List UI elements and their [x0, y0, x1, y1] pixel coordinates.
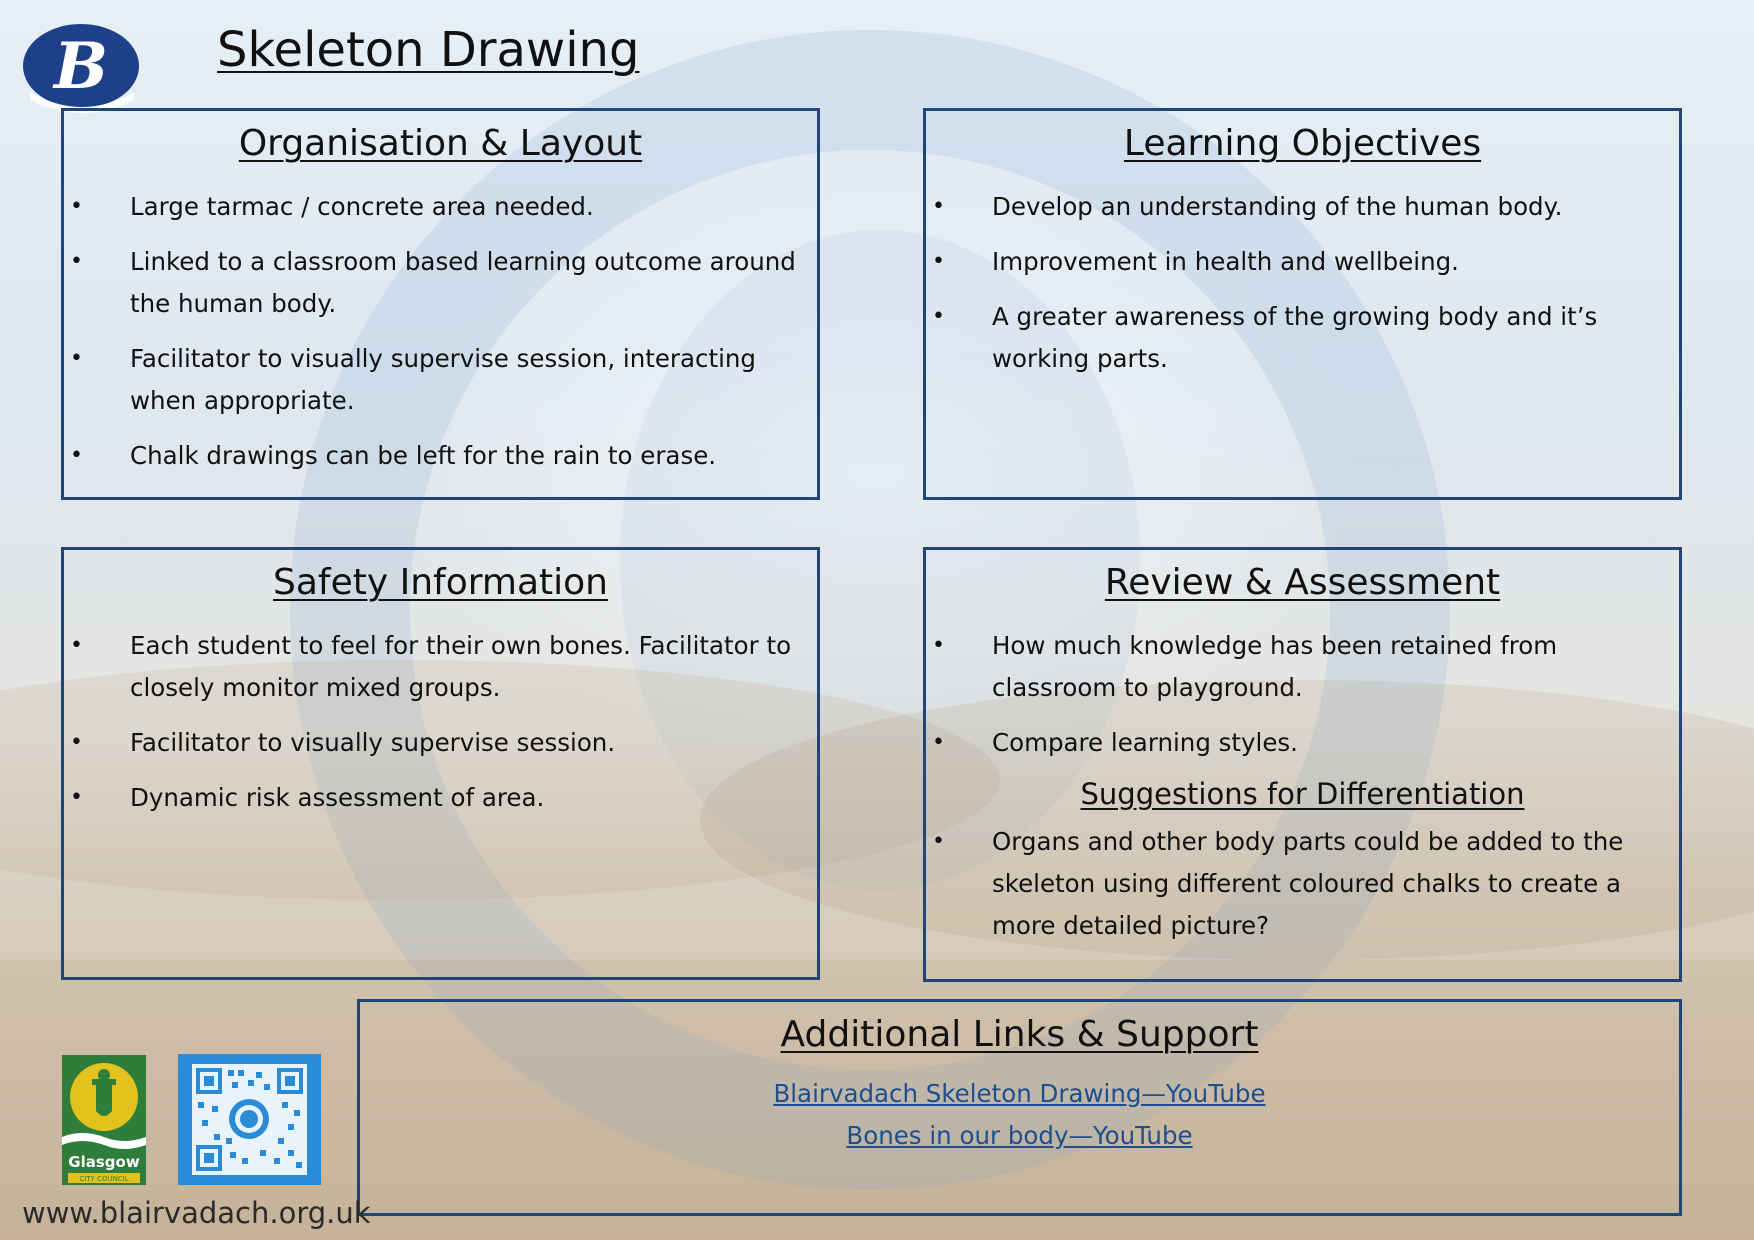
links-list — [360, 1073, 1679, 1157]
list-item: • Organs and other body parts could be added to the skeleton using different coloured chalks to create a more detailed picture? — [926, 821, 1679, 947]
list-item: • Large tarmac / concrete area needed. — [64, 186, 817, 228]
list-item: • Develop an understanding of the human body. — [926, 186, 1679, 228]
list-item: • Chalk drawings can be left for the rain to erase. — [64, 435, 817, 477]
page-title: Skeleton Drawing — [217, 22, 640, 78]
list-item: • Improvement in health and wellbeing. — [926, 241, 1679, 283]
list-item: • Facilitator to visually supervise session. — [64, 722, 817, 764]
review-assessment-list — [926, 625, 1679, 764]
organisation-layout-list — [64, 186, 817, 477]
blairvadach-logo-icon — [22, 22, 140, 114]
list-item: • A greater awareness of the growing body and it’s working parts. — [926, 296, 1679, 380]
safety-information-title: Safety Information — [273, 562, 608, 603]
list-item: • Facilitator to visually supervise session, interacting when appropriate. — [64, 338, 817, 422]
additional-links-box — [357, 999, 1682, 1216]
learning-objectives-box — [923, 108, 1682, 500]
list-item: • Linked to a classroom based learning outcome around the human body. — [64, 241, 817, 325]
qr-code-icon — [178, 1054, 321, 1185]
review-assessment-box — [923, 547, 1682, 982]
list-item: • How much knowledge has been retained from classroom to playground. — [926, 625, 1679, 709]
safety-information-box — [61, 547, 820, 980]
learning-objectives-list — [926, 186, 1679, 380]
skeleton-drawing-youtube-link[interactable]: Blairvadach Skeleton Drawing—YouTube — [773, 1079, 1266, 1108]
differentiation-title: Suggestions for Differentiation — [1080, 777, 1525, 811]
organisation-layout-box — [61, 108, 820, 500]
additional-links-title: Additional Links & Support — [780, 1014, 1259, 1055]
learning-objectives-title: Learning Objectives — [1123, 123, 1482, 164]
differentiation-list — [926, 821, 1679, 947]
council-logo-subtext: CITY COUNCIL — [79, 1175, 129, 1183]
list-item: • Compare learning styles. — [926, 722, 1679, 764]
organisation-layout-title: Organisation & Layout — [238, 123, 643, 164]
list-item: • Each student to feel for their own bones. Facilitator to closely monitor mixed groups. — [64, 625, 817, 709]
review-assessment-title: Review & Assessment — [1104, 562, 1501, 603]
council-logo-text: Glasgow — [68, 1153, 140, 1171]
safety-information-list — [64, 625, 817, 819]
website-url: www.blairvadach.org.uk — [22, 1196, 371, 1230]
logo-letter: B — [53, 29, 109, 104]
list-item: • Dynamic risk assessment of area. — [64, 777, 817, 819]
glasgow-city-council-logo-icon — [62, 1055, 146, 1185]
bones-in-our-body-youtube-link[interactable]: Bones in our body—YouTube — [846, 1121, 1193, 1150]
